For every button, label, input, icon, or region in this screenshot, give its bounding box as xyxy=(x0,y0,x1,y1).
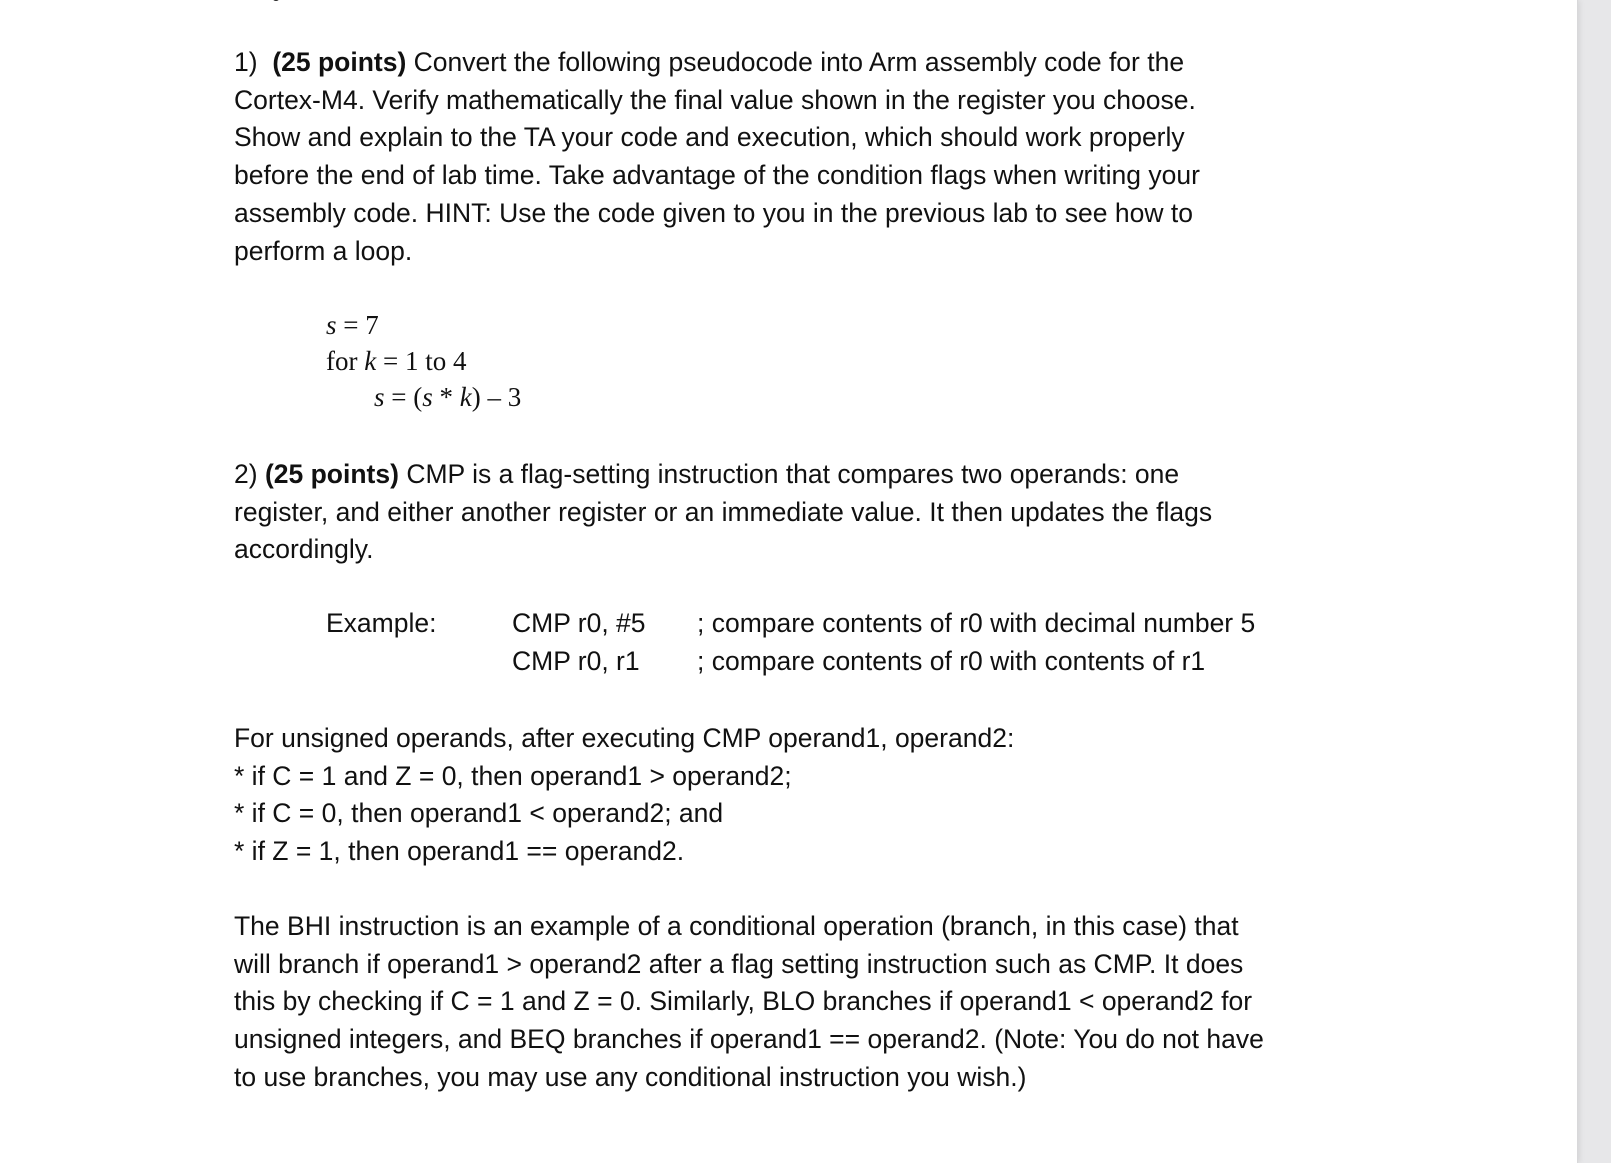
unsigned-flags-line: For unsigned operands, after executing CMP operand1, operand2: xyxy=(234,723,1015,753)
unsigned-flags-line: * if C = 0, then operand1 < operand2; and xyxy=(234,798,724,829)
bhi-line: will branch if operand1 > operand2 after a flag setting instruction such as CMP. It does xyxy=(234,948,1244,979)
example-comment-line: ; compare contents of r0 with contents of r1 xyxy=(697,645,1206,676)
bhi-line: this by checking if C = 1 and Z = 0. Similarly, BLO branches if operand1 < operand2 for xyxy=(234,986,1253,1017)
question-1-line: assembly code. HINT: Use the code given to you in the previous lab to see how to xyxy=(234,197,1193,228)
question-1-line: before the end of lab time. Take advantage of the condition flags when writing your xyxy=(234,160,1200,191)
pseudocode-line-init: s = 7 xyxy=(326,310,379,340)
question-1-line: Cortex-M4. Verify mathematically the final value shown in the register you choose. xyxy=(234,84,1196,115)
bhi-line: unsigned integers, and BEQ branches if operand1 == operand2. (Note: You do not have xyxy=(234,1024,1264,1055)
pseudocode-block xyxy=(326,307,521,415)
question-2-paragraph xyxy=(234,456,1344,569)
question-2-text: CMP is a flag-setting instruction that compares two operands: one xyxy=(406,459,1180,489)
question-2-line: register, and either another register or an immediate value. It then updates the flags xyxy=(234,496,1213,527)
unsigned-flags-line: * if C = 1 and Z = 0, then operand1 > operand2; xyxy=(234,760,792,791)
question-2-number: 2) xyxy=(234,459,258,489)
unsigned-flags-paragraph xyxy=(234,720,1344,871)
question-1-line: perform a loop. xyxy=(234,235,413,266)
cropped-text-fragment xyxy=(272,0,280,1)
example-code-line: CMP r0, #5 xyxy=(512,608,646,638)
question-2-points: (25 points) xyxy=(264,459,399,489)
question-1-number: 1) xyxy=(234,47,258,77)
example-comment-line: ; compare contents of r0 with decimal number 5 xyxy=(697,608,1256,638)
example-code xyxy=(512,605,646,680)
bhi-paragraph xyxy=(234,908,1344,1097)
pseudocode-line-body: s = (s * k) – 3 xyxy=(374,382,522,412)
question-1-line xyxy=(234,44,1344,82)
question-1-line: Show and explain to the TA your code and execution, which should work properly xyxy=(234,122,1185,153)
example-comments xyxy=(697,605,1255,680)
example-label: Example: xyxy=(326,608,437,638)
question-1-points: (25 points) xyxy=(272,47,407,77)
bhi-line: The BHI instruction is an example of a conditional operation (branch, in this case) that xyxy=(234,911,1239,941)
question-2-line: accordingly. xyxy=(234,534,374,565)
bhi-line: to use branches, you may use any conditional instruction you wish.) xyxy=(234,1061,1027,1092)
example-code-line: CMP r0, r1 xyxy=(512,645,640,676)
question-1-text: Convert the following pseudocode into Arm assembly code for the xyxy=(413,47,1185,77)
question-1-paragraph xyxy=(234,44,1344,270)
unsigned-flags-line: * if Z = 1, then operand1 == operand2. xyxy=(234,836,685,867)
pseudocode-line-loop: for k = 1 to 4 xyxy=(326,346,467,376)
question-2-line xyxy=(234,456,1344,494)
